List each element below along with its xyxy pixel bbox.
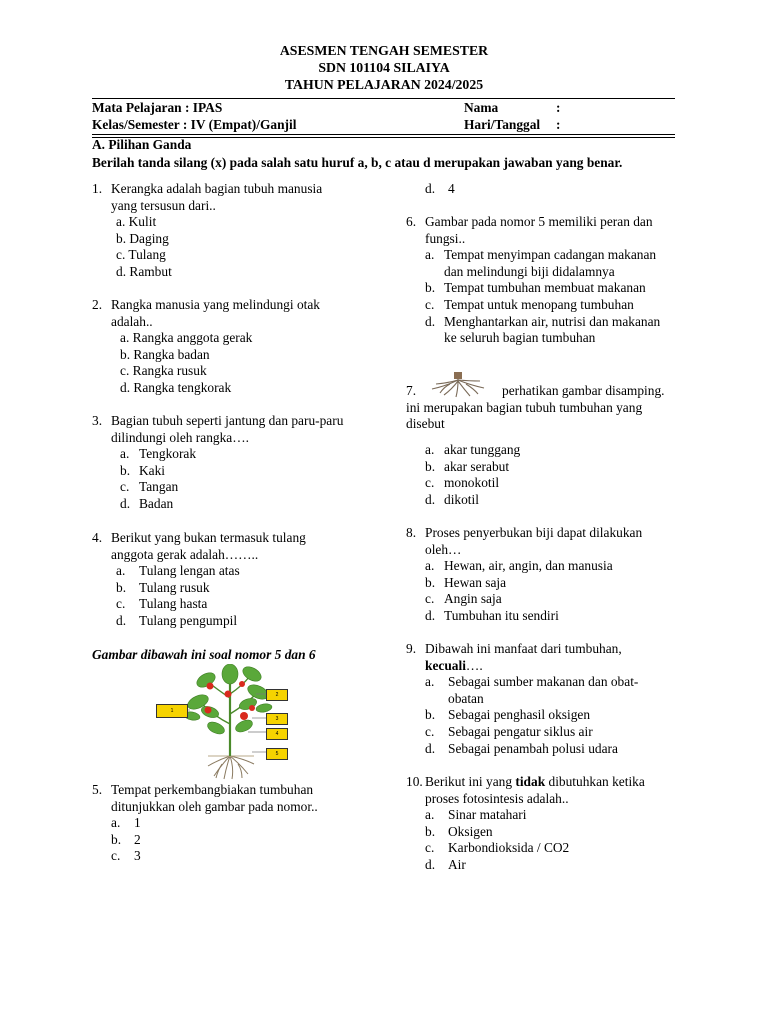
option-d: Air <box>448 857 466 872</box>
plant-label-3: 3 <box>266 713 288 725</box>
option-a-cont: dan melindungi biji didalamnya <box>444 264 615 279</box>
question-text: oleh… <box>425 542 462 557</box>
option-c: monokotil <box>444 475 500 490</box>
class-label: Kelas/Semester : IV (Empat)/Ganjil <box>92 117 297 132</box>
question-text-line1 <box>425 774 645 791</box>
option-letter: a. <box>425 674 435 689</box>
option-d: d. Rangka tengkorak <box>120 380 232 395</box>
question-number: 7. <box>406 383 417 398</box>
name-colon: : <box>556 100 561 115</box>
option-c: c. Rangka rusuk <box>120 363 207 378</box>
option-letter: d. <box>425 492 436 507</box>
option-letter: d. <box>425 741 436 756</box>
option-letter: b. <box>116 580 127 595</box>
question-number: 4. <box>92 530 103 545</box>
option-c: Angin saja <box>444 591 502 606</box>
option-c: 3 <box>134 848 141 863</box>
question-text: Proses penyerbukan biji dapat dilakukan <box>425 525 643 540</box>
question-6 <box>406 214 686 349</box>
question-text: Berikut yang bukan termasuk tulang <box>111 530 306 545</box>
option-b: Hewan saja <box>444 575 507 590</box>
question-text: proses fotosintesis adalah.. <box>425 791 569 806</box>
option-letter: a. <box>425 558 435 573</box>
question-number: 9. <box>406 641 417 656</box>
question-text: Gambar pada nomor 5 memiliki peran dan <box>425 214 653 229</box>
option-letter: a. <box>111 815 121 830</box>
option-a-cont: obatan <box>448 691 484 706</box>
question-9 <box>406 641 686 759</box>
question-text: fungsi.. <box>425 231 466 246</box>
root-image <box>426 371 490 399</box>
option-b: b. Daging <box>116 231 169 246</box>
option-b: Sebagai penghasil oksigen <box>448 707 591 722</box>
option-d: Menghantarkan air, nutrisi dan makanan <box>444 314 661 329</box>
option-d-cont: ke seluruh bagian tumbuhan <box>444 330 596 345</box>
option-b: Kaki <box>139 463 166 478</box>
question-number: 5. <box>92 782 103 797</box>
option-b: Tulang rusuk <box>139 580 210 595</box>
header-year: TAHUN PELAJARAN 2024/2025 <box>284 77 484 92</box>
question-text: dilindungi oleh rangka…. <box>111 430 249 445</box>
question-text: disebut <box>406 416 445 431</box>
option-b: akar serabut <box>444 459 510 474</box>
question-10 <box>406 774 686 874</box>
option-letter: c. <box>111 848 121 863</box>
question-text: yang tersusun dari.. <box>111 198 216 213</box>
question-2 <box>92 297 392 397</box>
section-title: A. Pilihan Ganda <box>92 137 192 152</box>
option-b: Oksigen <box>448 824 493 839</box>
question-text: ini merupakan bagian tubuh tumbuhan yang <box>406 400 643 415</box>
question-text-line2 <box>425 658 483 675</box>
question-text: anggota gerak adalah…….. <box>111 547 259 562</box>
option-d: Tumbuhan itu sendiri <box>444 608 559 623</box>
date-colon: : <box>556 117 561 132</box>
option-letter: b. <box>425 575 436 590</box>
plant-roots <box>208 756 254 779</box>
option-d: dikotil <box>444 492 479 507</box>
header-school: SDN 101104 SILAIYA <box>318 60 450 75</box>
option-letter: d. <box>425 608 436 623</box>
plant-label-5: 5 <box>266 748 288 760</box>
header-rule-mid <box>92 134 675 135</box>
option-d: 4 <box>448 181 455 196</box>
option-letter: c. <box>120 479 130 494</box>
question-text: ditunjukkan oleh gambar pada nomor.. <box>111 799 318 814</box>
emphasis-tidak: tidak <box>515 774 546 789</box>
option-c: Karbondioksida / CO2 <box>448 840 570 855</box>
option-letter: c. <box>425 840 435 855</box>
option-letter: a. <box>425 247 435 262</box>
option-letter: b. <box>425 459 436 474</box>
question-8 <box>406 525 686 625</box>
question-number: 10. <box>406 774 423 789</box>
option-c: Tulang hasta <box>139 596 208 611</box>
name-label: Nama <box>464 100 499 115</box>
option-letter: a. <box>120 446 130 461</box>
question-text: perhatikan gambar disamping. <box>502 383 665 398</box>
plant-leaves <box>183 664 272 736</box>
option-letter: c. <box>425 724 435 739</box>
option-letter: a. <box>116 563 126 578</box>
question-text: Bagian tubuh seperti jantung dan paru-paru <box>111 413 344 428</box>
question-number: 1. <box>92 181 103 196</box>
question-text: Rangka manusia yang melindungi otak <box>111 297 320 312</box>
question-1 <box>92 181 392 281</box>
question-text: Kerangka adalah bagian tubuh manusia <box>111 181 323 196</box>
question-number: 6. <box>406 214 417 229</box>
option-letter: d. <box>120 496 131 511</box>
option-letter: b. <box>120 463 131 478</box>
question-5 <box>92 782 392 866</box>
header-title: ASESMEN TENGAH SEMESTER <box>279 43 489 58</box>
question-number: 3. <box>92 413 103 428</box>
option-letter: c. <box>425 475 435 490</box>
subject-label: Mata Pelajaran : IPAS <box>92 100 223 115</box>
option-letter: b. <box>111 832 122 847</box>
option-c: Tangan <box>139 479 179 494</box>
exam-header <box>0 42 768 93</box>
option-a: Tempat menyimpan cadangan makanan <box>444 247 657 262</box>
option-letter: d. <box>425 857 436 872</box>
section-instruction: Berilah tanda silang (x) pada salah satu huruf a, b, c atau d merupakan jawaban yang benar. <box>92 155 623 170</box>
question-text-suffix: …. <box>465 658 483 673</box>
option-letter: c. <box>425 297 435 312</box>
option-d: Tulang pengumpil <box>139 613 238 628</box>
question-text: Dibawah ini manfaat dari tumbuhan, <box>425 641 622 656</box>
option-letter: b. <box>425 707 436 722</box>
option-d: Badan <box>139 496 174 511</box>
option-a: Sinar matahari <box>448 807 527 822</box>
question-number: 8. <box>406 525 417 540</box>
option-letter: a. <box>425 442 435 457</box>
option-a: Hewan, air, angin, dan manusia <box>444 558 613 573</box>
option-a: Sebagai sumber makanan dan obat- <box>448 674 639 689</box>
option-d: Sebagai penambah polusi udara <box>448 741 618 756</box>
option-d: d. Rambut <box>116 264 172 279</box>
emphasis-kecuali: kecuali <box>425 658 466 673</box>
question-text-prefix: Berikut ini yang <box>425 774 516 789</box>
plant-label-4: 4 <box>266 728 288 740</box>
figure-note: Gambar dibawah ini soal nomor 5 dan 6 <box>92 647 316 662</box>
option-letter: b. <box>425 280 436 295</box>
option-b: Tempat tumbuhan membuat makanan <box>444 280 646 295</box>
option-a: akar tunggang <box>444 442 521 457</box>
question-4 <box>92 530 392 630</box>
date-label: Hari/Tanggal <box>464 117 541 132</box>
option-b: b. Rangka badan <box>120 347 210 362</box>
option-letter: c. <box>425 591 435 606</box>
option-a: Tulang lengan atas <box>139 563 240 578</box>
question-3 <box>92 413 392 513</box>
option-letter: d. <box>425 181 436 196</box>
option-a: 1 <box>134 815 141 830</box>
option-letter: b. <box>425 824 436 839</box>
plant-label-1: 1 <box>156 704 188 718</box>
question-text-suffix: dibutuhkan ketika <box>545 774 645 789</box>
question-text: Tempat perkembangbiakan tumbuhan <box>111 782 314 797</box>
option-a: a. Kulit <box>116 214 157 229</box>
option-letter: c. <box>116 596 126 611</box>
question-7 <box>406 383 686 507</box>
option-a: a. Rangka anggota gerak <box>120 330 253 345</box>
question-number: 2. <box>92 297 103 312</box>
question-text: adalah.. <box>111 314 153 329</box>
option-c: Tempat untuk menopang tumbuhan <box>444 297 634 312</box>
option-letter: d. <box>425 314 436 329</box>
option-letter: a. <box>425 807 435 822</box>
header-rule-top <box>92 98 675 99</box>
plant-label-2: 2 <box>266 689 288 701</box>
option-b: 2 <box>134 832 141 847</box>
option-c: c. Tulang <box>116 247 166 262</box>
option-letter: d. <box>116 613 127 628</box>
option-c: Sebagai pengatur siklus air <box>448 724 593 739</box>
option-a: Tengkorak <box>139 446 197 461</box>
